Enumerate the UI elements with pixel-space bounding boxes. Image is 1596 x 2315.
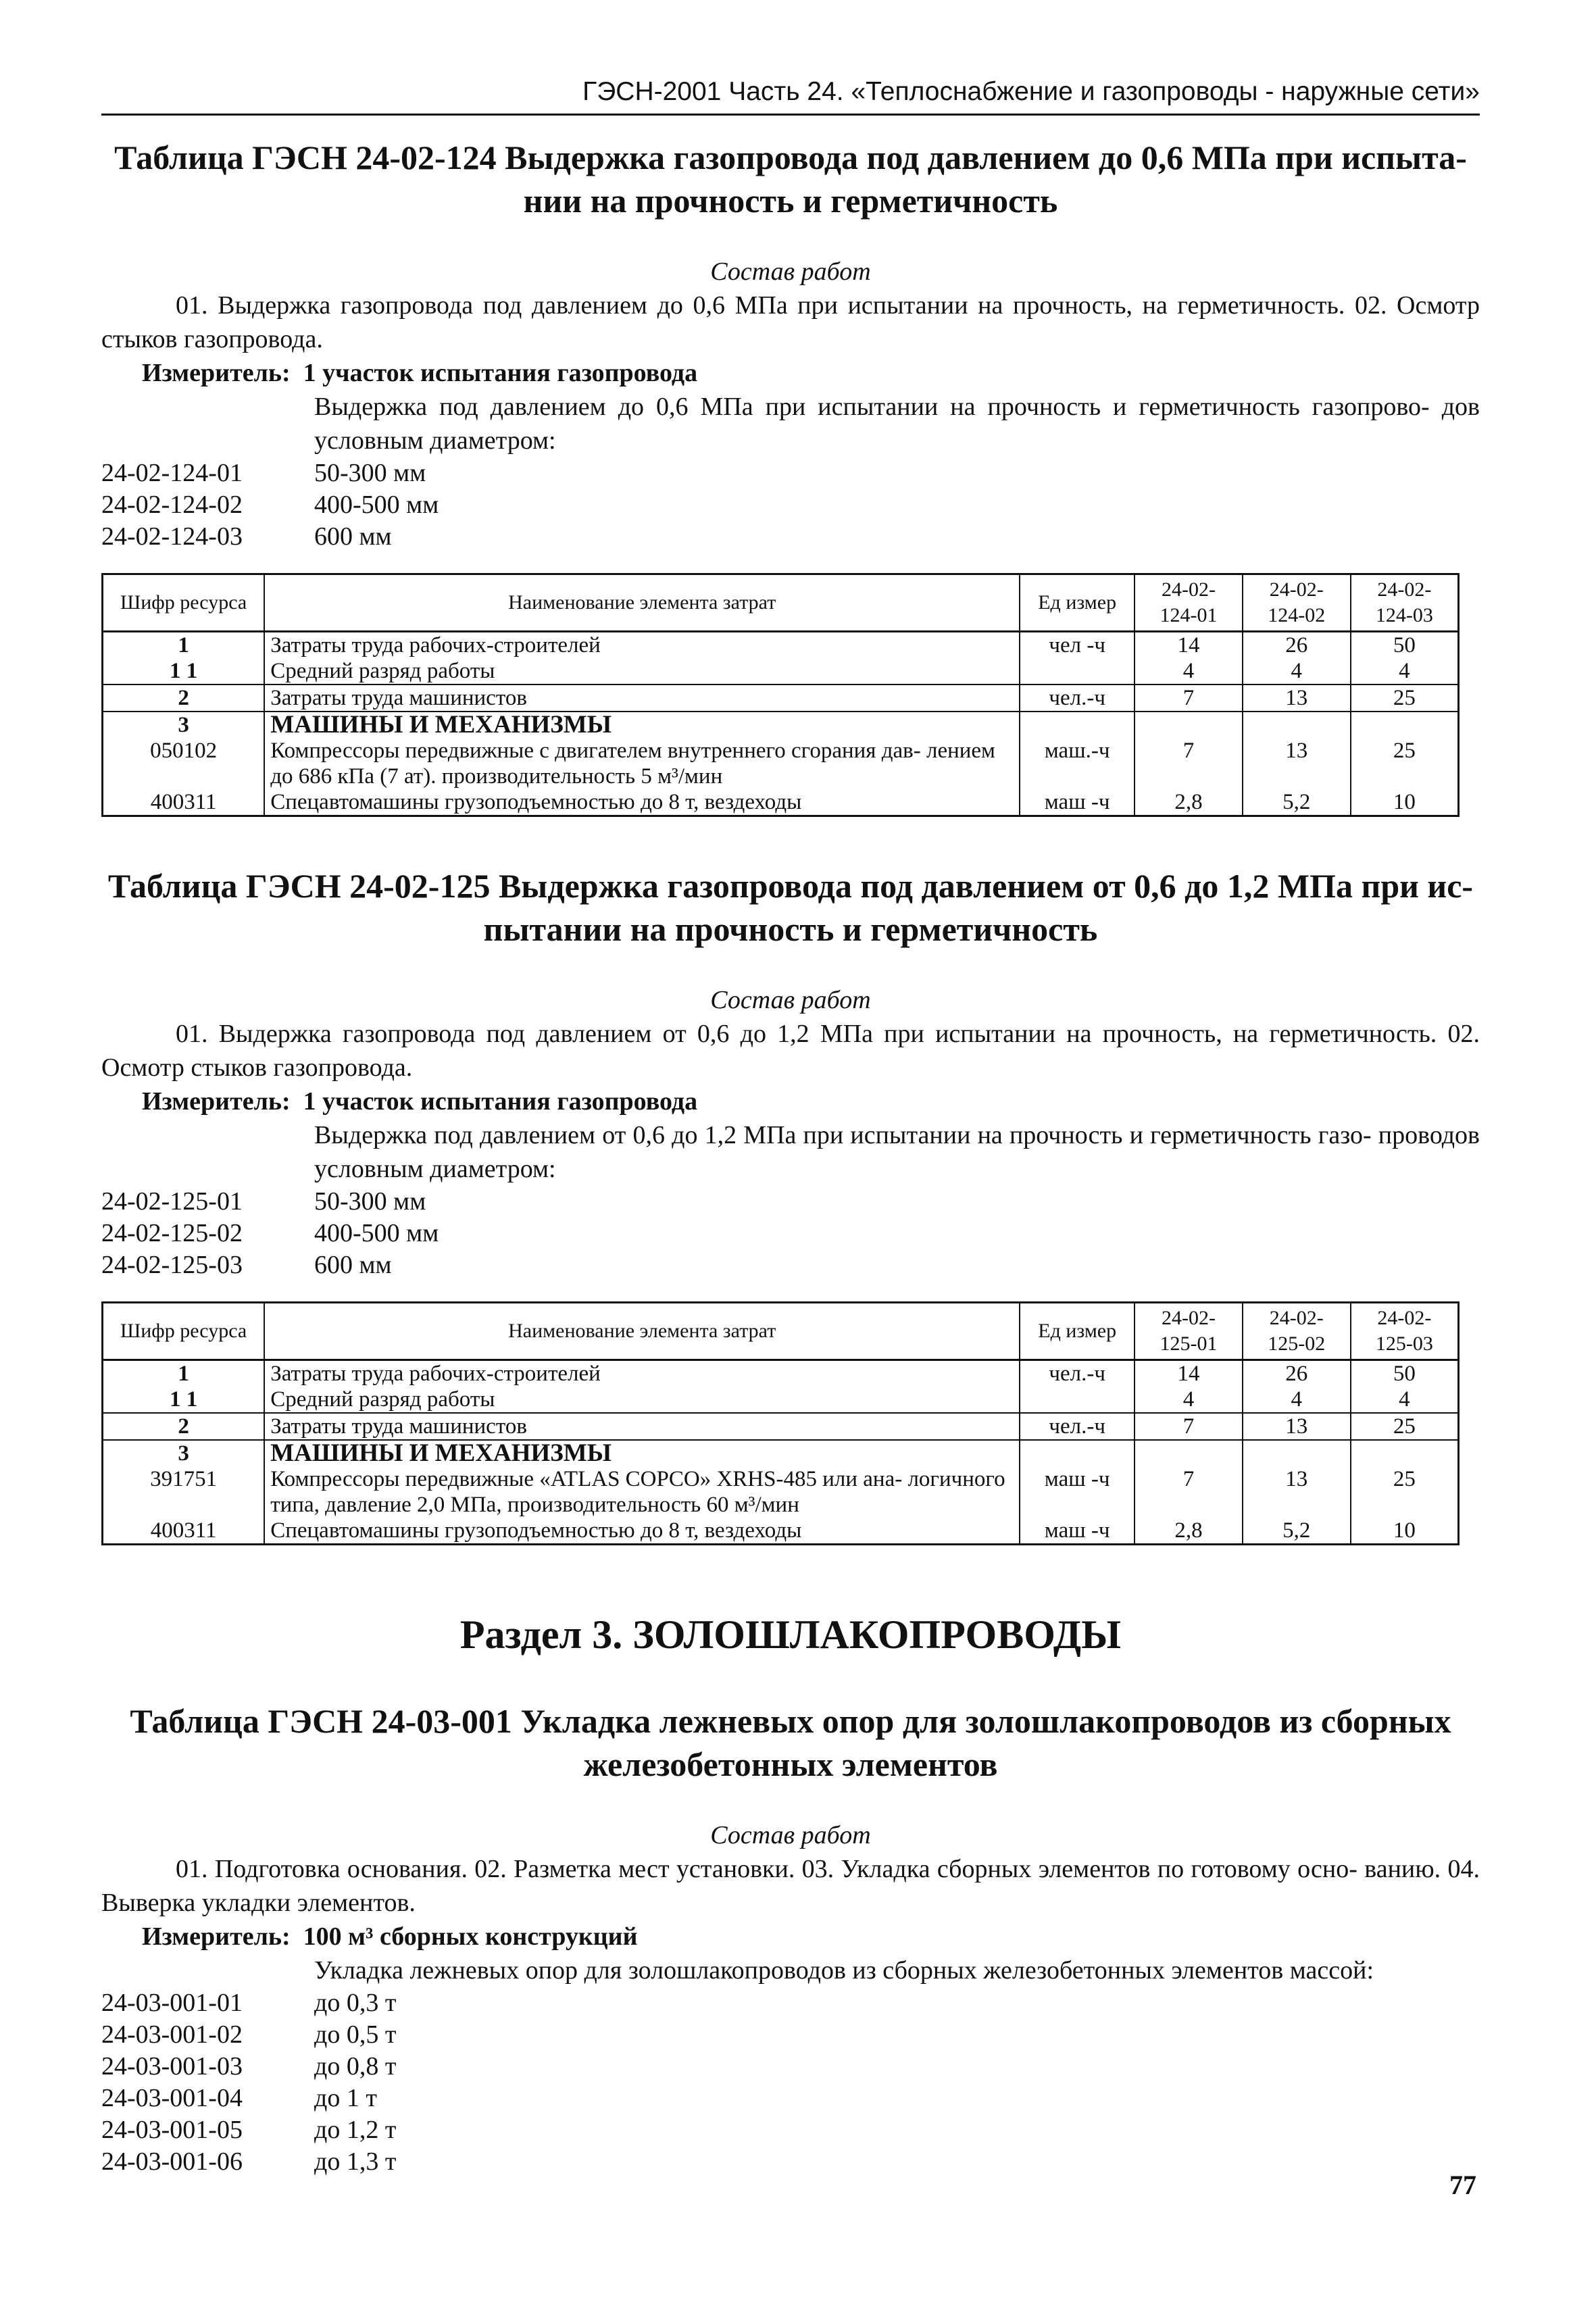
header-col1: 24-02- 124-01 [1134,574,1243,632]
header-col2: 24-02- 125-02 [1243,1303,1351,1360]
sostav-label: Состав работ [710,986,871,1014]
variant-item [101,2051,1480,2083]
cell-name: Спецавтомашины грузоподъемностью до 8 т, вездеходы [264,1518,1020,1545]
sostav-text: 01. Выдержка газопровода под давлением от 0,6 до 1,2 МПа при испытании на прочность, на герметичность. 02. Осмотр стыков газопровода. [101,1020,1480,1082]
variant-desc: 400-500 мм [314,1219,439,1247]
cell-code: 391751 [103,1466,265,1518]
cell-code: 1 [103,632,265,659]
table-row [103,1518,1459,1545]
table-row [103,1360,1459,1387]
resource-table [101,573,1460,817]
cell-code: 2 [103,684,265,712]
cell-name: Затраты труда машинистов [264,684,1020,712]
cell-code: 3 [103,712,265,738]
sostav-text: 01. Выдержка газопровода под давлением до 0,6 МПа при испытании на прочность, на герметичность. 02. Осмотр стыков газопровода. [101,291,1480,353]
cell-v1: 7 [1134,738,1243,789]
cell-unit: маш.-ч [1020,738,1134,789]
cell-code: 1 [103,1360,265,1387]
table-title: Таблица ГЭСН 24-02-125 Выдержка газопровода под давлением от 0,6 до 1,2 МПа при ис- пытании на прочность и герметичность [107,867,1474,948]
cell-v3: 25 [1351,1413,1459,1440]
table-row [103,1413,1459,1440]
variant-code: 24-03-001-02 [101,2020,243,2049]
cell-name: Компрессоры передвижные «ATLAS COPCO» XRHS-485 или ана- логичного типа, давление 2,0 МПа, производительность 60 м³/мин [264,1466,1020,1518]
cell-unit [1020,1387,1134,1413]
cell-code: 400311 [103,789,265,816]
cell-v3 [1351,1440,1459,1466]
cell-unit: маш -ч [1020,789,1134,816]
cell-v2: 13 [1243,1413,1351,1440]
table-row [103,712,1459,738]
cell-v2 [1243,1440,1351,1466]
variant-desc: 50-300 мм [314,459,426,487]
izmeritel-label: Измеритель: [142,1922,291,1951]
cell-v2: 13 [1243,684,1351,712]
cell-v1: 4 [1134,658,1243,684]
cell-code: 050102 [103,738,265,789]
variant-desc: до 0,3 т [314,1989,397,2017]
variant-desc: до 0,8 т [314,2052,397,2081]
table-title: Таблица ГЭСН 24-03-001 Укладка лежневых опор для золошлакопроводов из сборных железобетонных элементов [130,1702,1451,1783]
cell-unit: чел.-ч [1020,684,1134,712]
cell-v2: 13 [1243,738,1351,789]
izmeritel-value: 1 участок испытания газопровода [303,1087,698,1116]
cell-unit: чел -ч [1020,632,1134,659]
cell-v3: 25 [1351,1466,1459,1518]
cell-unit: маш -ч [1020,1466,1134,1518]
variant-code: 24-03-001-01 [101,1989,243,2017]
cell-code: 1 1 [103,1387,265,1413]
cell-v1: 14 [1134,1360,1243,1387]
cell-name: Затраты труда машинистов [264,1413,1020,1440]
cell-v3: 25 [1351,684,1459,712]
cell-unit: чел.-ч [1020,1360,1134,1387]
header-name: Наименование элемента затрат [264,574,1020,632]
cell-name: Спецавтомашины грузоподъемностью до 8 т, вездеходы [264,789,1020,816]
cell-v3 [1351,712,1459,738]
cell-unit [1020,1440,1134,1466]
cell-name: Компрессоры передвижные с двигателем внутреннего сгорания дав- лением до 686 кПа (7 ат). производительность 5 м³/мин [264,738,1020,789]
variant-item [101,2083,1480,2114]
cell-code: 400311 [103,1518,265,1545]
intro-text: Выдержка под давлением от 0,6 до 1,2 МПа при испытании на прочность и герметичность газо- проводов условным диаметром: [314,1121,1480,1183]
header-col3: 24-02- 125-03 [1351,1303,1459,1360]
izmeritel-label: Измеритель: [142,359,291,387]
variant-desc: до 1,2 т [314,2116,397,2144]
cell-v2: 26 [1243,1360,1351,1387]
variant-item [101,1249,1480,1281]
intro-text: Укладка лежневых опор для золошлакопроводов из сборных железобетонных элементов массой: [314,1956,1374,1985]
table-row [103,1466,1459,1518]
cell-v2: 13 [1243,1466,1351,1518]
izmeritel [142,1085,1480,1118]
table-header-row [103,1303,1459,1360]
sostav-label: Состав работ [710,1821,871,1849]
izmeritel-value: 1 участок испытания газопровода [303,359,698,387]
header-code: Шифр ресурса [103,574,265,632]
cell-code: 2 [103,1413,265,1440]
variant-desc: до 1,3 т [314,2147,397,2176]
cell-unit [1020,712,1134,738]
cell-v3: 4 [1351,658,1459,684]
table-row [103,684,1459,712]
header-col2: 24-02- 124-02 [1243,574,1351,632]
cell-v3: 25 [1351,738,1459,789]
cell-v1: 2,8 [1134,1518,1243,1545]
cell-v3: 50 [1351,1360,1459,1387]
table-row [103,738,1459,789]
cell-unit [1020,658,1134,684]
cell-v1: 4 [1134,1387,1243,1413]
cell-v3: 50 [1351,632,1459,659]
table-row [103,658,1459,684]
cell-code: 1 1 [103,658,265,684]
izmeritel [142,1920,1480,1953]
table-block-24-02-125 [101,864,1480,1545]
cell-code: 3 [103,1440,265,1466]
variant-item [101,489,1480,521]
variant-item [101,1186,1480,1218]
resource-table [101,1301,1460,1545]
section-title: Раздел 3. ЗОЛОШЛАКОПРОВОДЫ [459,1612,1122,1657]
header-unit: Ед измер [1020,1303,1134,1360]
sostav-label: Состав работ [710,257,871,286]
sostav-text: 01. Подготовка основания. 02. Разметка мест установки. 03. Укладка сборных элементов по готовому осно- ванию. 04. Выверка укладки элементов. [101,1855,1480,1917]
variant-item [101,2146,1480,2178]
cell-name: МАШИНЫ И МЕХАНИЗМЫ [264,1440,1020,1466]
cell-v2: 4 [1243,1387,1351,1413]
cell-v2: 5,2 [1243,789,1351,816]
table-block-24-02-124 [101,136,1480,817]
cell-v1 [1134,1440,1243,1466]
variant-list [101,457,1480,553]
variant-item [101,457,1480,489]
variant-code: 24-03-001-03 [101,2052,243,2081]
cell-v1: 14 [1134,632,1243,659]
cell-v1: 2,8 [1134,789,1243,816]
variant-code: 24-02-124-03 [101,522,243,551]
variant-code: 24-03-001-04 [101,2084,243,2112]
table-row [103,789,1459,816]
variant-code: 24-02-125-01 [101,1187,243,1216]
cell-unit: маш -ч [1020,1518,1134,1545]
variant-list [101,1186,1480,1281]
table-title: Таблица ГЭСН 24-02-124 Выдержка газопровода под давлением до 0,6 МПа при испыта- нии на прочность и герметичность [114,139,1467,220]
variant-desc: 600 мм [314,522,392,551]
variant-desc: 50-300 мм [314,1187,426,1216]
cell-v1: 7 [1134,684,1243,712]
cell-name: Средний разряд работы [264,658,1020,684]
variant-code: 24-03-001-06 [101,2147,243,2176]
header-col1: 24-02- 125-01 [1134,1303,1243,1360]
cell-v2 [1243,712,1351,738]
table-header-row [103,574,1459,632]
header-unit: Ед измер [1020,574,1134,632]
cell-unit: чел.-ч [1020,1413,1134,1440]
cell-name: Затраты труда рабочих-строителей [264,632,1020,659]
table-block-24-03-001 [101,1699,1480,2178]
cell-v3: 10 [1351,1518,1459,1545]
variant-item [101,521,1480,553]
cell-v1: 7 [1134,1413,1243,1440]
cell-name: МАШИНЫ И МЕХАНИЗМЫ [264,712,1020,738]
cell-v2: 5,2 [1243,1518,1351,1545]
izmeritel-label: Измеритель: [142,1087,291,1116]
running-header: ГЭСН-2001 Часть 24. «Теплоснабжение и газопроводы - наружные сети» [101,74,1480,116]
header-col3: 24-02- 124-03 [1351,574,1459,632]
variant-code: 24-03-001-05 [101,2116,243,2144]
variant-code: 24-02-125-03 [101,1251,243,1279]
cell-v2: 26 [1243,632,1351,659]
izmeritel-value: 100 м³ сборных конструкций [303,1922,638,1951]
variant-item [101,2019,1480,2051]
variant-code: 24-02-124-01 [101,459,243,487]
variant-desc: до 1 т [314,2084,377,2112]
variant-code: 24-02-125-02 [101,1219,243,1247]
cell-name: Средний разряд работы [264,1387,1020,1413]
variant-item [101,2114,1480,2146]
cell-name: Затраты труда рабочих-строителей [264,1360,1020,1387]
variant-code: 24-02-124-02 [101,491,243,519]
cell-v3: 10 [1351,789,1459,816]
variant-item [101,1987,1480,2019]
table-row [103,1440,1459,1466]
page-number: 77 [1449,2170,1476,2200]
variant-desc: 600 мм [314,1251,392,1279]
variant-item [101,1218,1480,1249]
cell-v1: 7 [1134,1466,1243,1518]
cell-v1 [1134,712,1243,738]
cell-v3: 4 [1351,1387,1459,1413]
table-row [103,1387,1459,1413]
header-code: Шифр ресурса [103,1303,265,1360]
header-name: Наименование элемента затрат [264,1303,1020,1360]
variant-desc: до 0,5 т [314,2020,397,2049]
intro-text: Выдержка под давлением до 0,6 МПа при испытании на прочность и герметичность газопрово- дов условным диаметром: [314,393,1480,455]
izmeritel [142,356,1480,390]
table-row [103,632,1459,659]
cell-v2: 4 [1243,658,1351,684]
variant-list [101,1987,1480,2178]
variant-desc: 400-500 мм [314,491,439,519]
